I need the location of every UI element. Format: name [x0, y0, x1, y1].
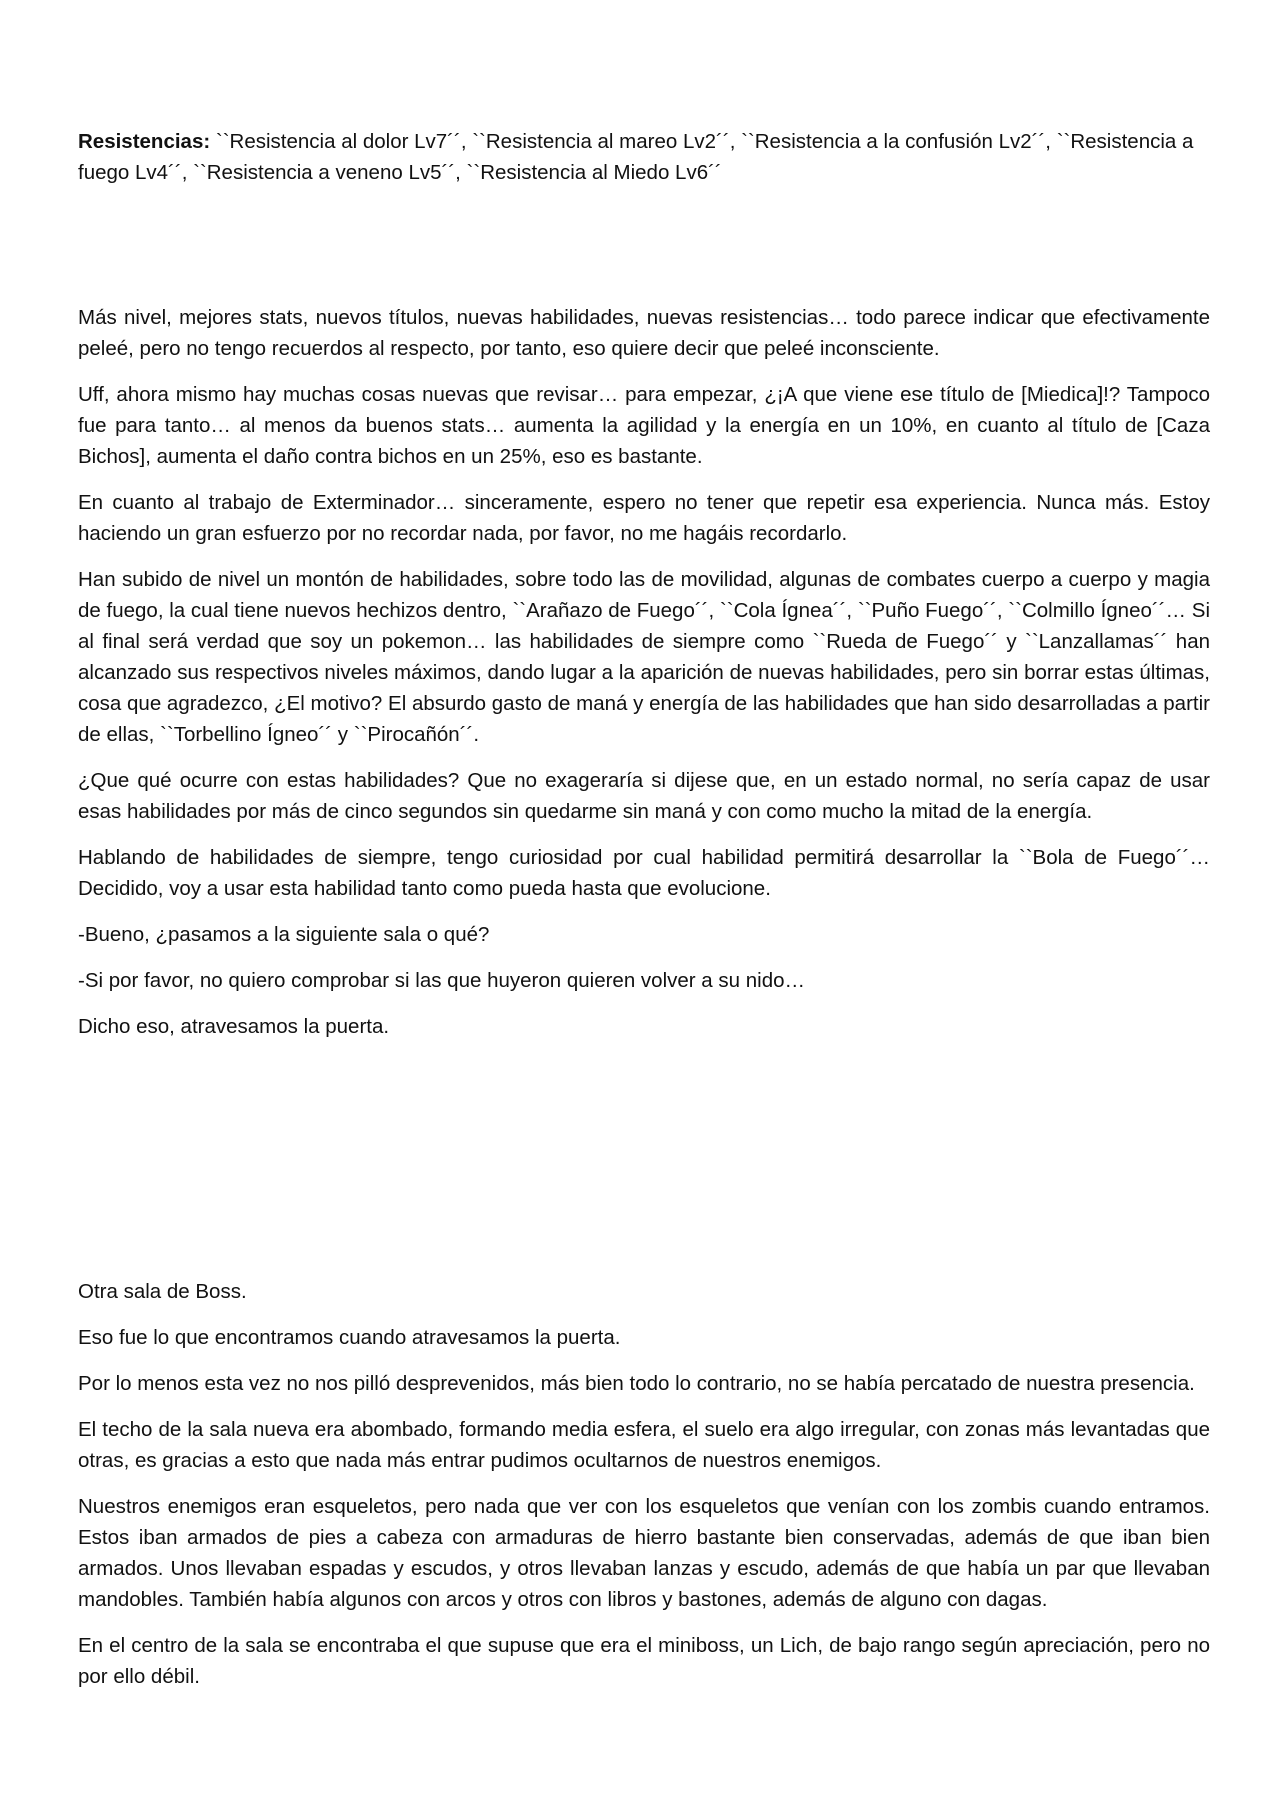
paragraph: En el centro de la sala se encontraba el que supuse que era el miniboss, un Lich, de bajo rango según apreciación, pero no por ello débil.: [78, 1634, 1210, 1688]
paragraph: Más nivel, mejores stats, nuevos títulos, nuevas habilidades, nuevas resistencias… todo parece indicar que efectivamente peleé, pero no tengo recuerdos al respecto, por tanto, eso quiere decir que peleé inconsciente.: [78, 306, 1210, 360]
paragraph: En cuanto al trabajo de Exterminador… sinceramente, espero no tener que repetir esa experiencia. Nunca más. Estoy haciendo un gran esfuerzo por no recordar nada, por favor, no me hagáis recordarlo.: [78, 491, 1210, 545]
paragraph: El techo de la sala nueva era abombado, formando media esfera, el suelo era algo irregular, con zonas más levantadas que otras, es gracias a esto que nada más entrar pudimos ocultarnos de nuestros enemigos.: [78, 1418, 1210, 1472]
paragraph: Hablando de habilidades de siempre, tengo curiosidad por cual habilidad permitirá desarrollar la ``Bola de Fuego´´… Decidido, voy a usar esta habilidad tanto como pueda hasta que evolucione.: [78, 846, 1210, 900]
resistances-list: ``Resistencia al dolor Lv7´´, ``Resistencia al mareo Lv2´´, ``Resistencia a la confusión Lv2´´, ``Resistencia a fuego Lv4´´, ``Resistencia a veneno Lv5´´, ``Resistencia al Miedo Lv6´´: [78, 130, 1194, 184]
paragraph: Nuestros enemigos eran esqueletos, pero nada que ver con los esqueletos que venían con los zombis cuando entramos. Estos iban armados de pies a cabeza con armaduras de hierro bastante bien conservadas, además de que iban bien armados. Unos llevaban espadas y escudos, y otros llevaban lanzas y escudo, además de que había un par que llevaban mandobles. También había algunos con arcos y otros con libros y bastones, además de alguno con dagas.: [78, 1495, 1210, 1611]
section-two: [78, 1276, 1210, 1707]
paragraph: Otra sala de Boss.: [78, 1280, 247, 1303]
paragraph: ¿Que qué ocurre con estas habilidades? Que no exageraría si dijese que, en un estado normal, no sería capaz de usar esas habilidades por más de cinco segundos sin quedarme sin maná y con como mucho la mitad de la energía.: [78, 769, 1210, 823]
resistances-line: [78, 126, 1210, 188]
dialogue-line: -Bueno, ¿pasamos a la siguiente sala o qué?: [78, 923, 490, 946]
paragraph: Dicho eso, atravesamos la puerta.: [78, 1015, 390, 1038]
section-one: [78, 302, 1210, 1057]
dialogue-line: -Si por favor, no quiero comprobar si las que huyeron quieren volver a su nido…: [78, 969, 806, 992]
paragraph: Eso fue lo que encontramos cuando atravesamos la puerta.: [78, 1326, 621, 1349]
paragraph: Por lo menos esta vez no nos pilló desprevenidos, más bien todo lo contrario, no se había percatado de nuestra presencia.: [78, 1372, 1195, 1395]
paragraph: Han subido de nivel un montón de habilidades, sobre todo las de movilidad, algunas de combates cuerpo a cuerpo y magia de fuego, la cual tiene nuevos hechizos dentro, ``Arañazo de Fuego´´, ``Cola Ígnea´´, ``Puño Fuego´´, ``Colmillo Ígneo´´… Si al final será verdad que soy un pokemon… las habilidades de siempre como ``Rueda de Fuego´´ y ``Lanzallamas´´ han alcanzado sus respectivos niveles máximos, dando lugar a la aparición de nuevas habilidades, pero sin borrar estas últimas, cosa que agradezco, ¿El motivo? El absurdo gasto de maná y energía de las habilidades que han sido desarrolladas a partir de ellas, ``Torbellino Ígneo´´ y ``Pirocañón´´.: [78, 568, 1210, 746]
paragraph: Uff, ahora mismo hay muchas cosas nuevas que revisar… para empezar, ¿¡A que viene ese título de [Miedica]!? Tampoco fue para tanto… al menos da buenos stats… aumenta la agilidad y la energía en un 10%, en cuanto al título de [Caza Bichos], aumenta el daño contra bichos en un 25%, eso es bastante.: [78, 383, 1210, 468]
resistances-label: Resistencias:: [78, 130, 211, 153]
